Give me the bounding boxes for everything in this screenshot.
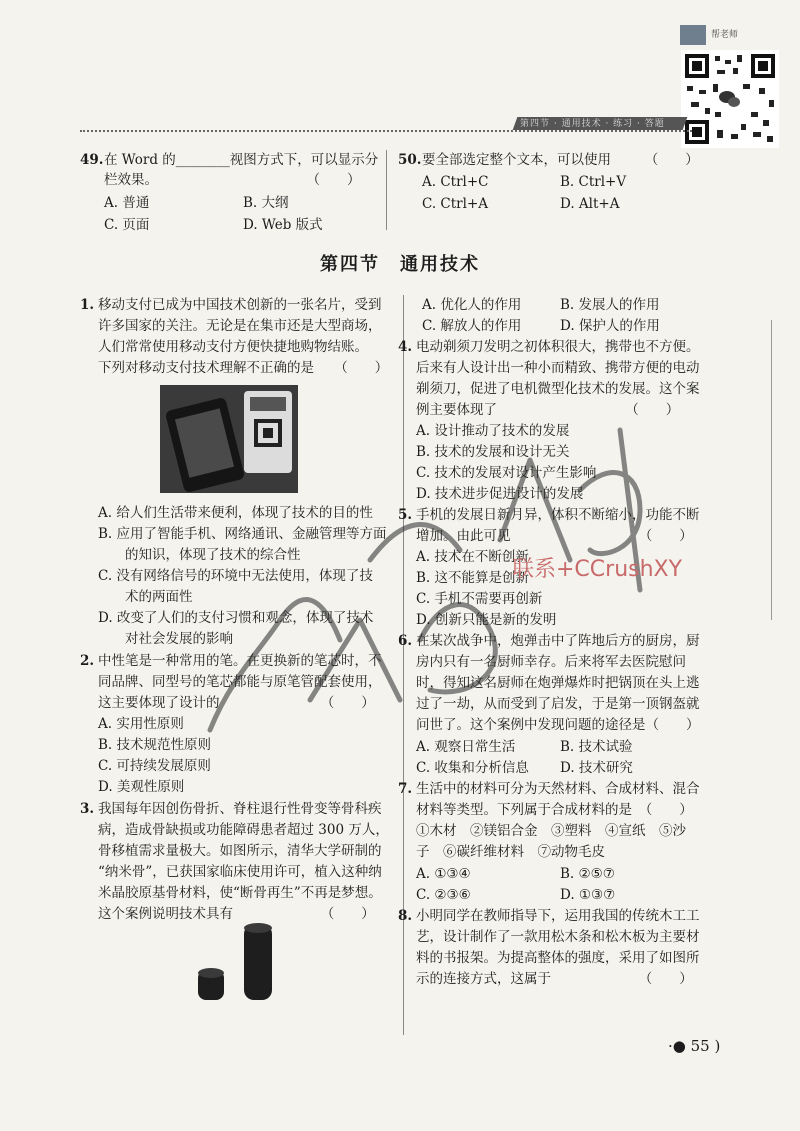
q5-stem-line-1: 手机的发展日新月异，体积不断缩小，功能不断	[416, 507, 700, 523]
q3-stem-line-1: 我国每年因创伤骨折、脊柱退行性骨变等骨科疾	[98, 801, 382, 817]
q6-option-c: C. 收集和分析信息	[416, 760, 529, 776]
q50-option-d: D. Alt+A	[560, 196, 620, 212]
q4-number: 4.	[398, 339, 413, 355]
q3-option-d: D. 保护人的作用	[560, 318, 660, 334]
q6-number: 6.	[398, 633, 413, 649]
q49-option-d: D. Web 版式	[243, 217, 323, 233]
q3-option-b: B. 发展人的作用	[560, 297, 660, 313]
q3-stem-line-5: 米晶胶原基骨材料，使“断骨再生”不再是梦想。	[98, 885, 382, 901]
q50-option-c: C. Ctrl+A	[422, 196, 489, 212]
q2-option-b: B. 技术规范性原则	[98, 737, 212, 753]
q4-option-d: D. 技术进步促进设计的发展	[416, 486, 584, 502]
q3-option-c: C. 解放人的作用	[422, 318, 522, 334]
q7-option-c: C. ②③⑥	[416, 887, 471, 903]
q50-option-a: A. Ctrl+C	[422, 174, 489, 190]
q50-stem: 要全部选定整个文本，可以使用 （ ）	[422, 152, 699, 168]
q1-stem-line-4: 下列对移动支付技术理解不正确的是 （ ）	[98, 360, 389, 376]
q6-stem-line-3: 时，得知这名厨师在炮弹爆炸时把锅顶在头上逃	[416, 675, 700, 691]
teacher-avatar-icon	[680, 25, 706, 45]
header-bar-text: 第四节 · 通用技术 · 练习 · 答题	[520, 119, 665, 129]
q6-stem-line-5: 问世了。这个案例中发现问题的途径是（ ）	[416, 717, 700, 733]
q5-option-a: A. 技术在不断创新	[416, 549, 529, 565]
page-number-bracket: )	[714, 1037, 721, 1055]
q1-option-d-line-1: D. 改变了人们的支付习惯和观念，体现了技术	[98, 610, 374, 626]
q4-option-a: A. 设计推动了技术的发展	[416, 423, 570, 439]
qr-code-icon	[681, 50, 779, 148]
q7-stem-line-2: 材料等类型。下列属于合成材料的是 （ ）	[416, 802, 693, 818]
q49-option-c: C. 页面	[104, 217, 150, 233]
q8-stem-line-4: 示的连接方式，这属于 （ ）	[416, 971, 693, 987]
q1-option-a: A. 给人们生活带来便利，体现了技术的目的性	[98, 505, 373, 521]
q3-stem-line-6: 这个案例说明技术具有 （ ）	[98, 906, 375, 922]
q6-stem-line-2: 房内只有一名厨师幸存。后来将军去医院慰问	[416, 654, 686, 670]
q6-option-d: D. 技术研究	[560, 760, 633, 776]
q50-option-b: B. Ctrl+V	[560, 174, 627, 190]
q4-stem-line-3: 剃须刀，促进了电机微型化技术的发展。这个案	[416, 381, 700, 397]
q7-stem-line-3: ①木材 ②镁铝合金 ③塑料 ④宣纸 ⑤沙	[416, 823, 686, 839]
q2-stem-line-1: 中性笔是一种常用的笔。在更换新的笔芯时，不	[98, 653, 382, 669]
page-number	[668, 1037, 720, 1055]
q7-option-a: A. ①③④	[416, 866, 471, 882]
margin-line	[771, 320, 772, 620]
q5-option-d: D. 创新只能是新的发明	[416, 612, 557, 628]
nano-bone-photo	[190, 920, 280, 1005]
q5-number: 5.	[398, 507, 413, 523]
q3-stem-line-3: 骨移植需求量极大。如图所示，清华大学研制的	[98, 843, 382, 859]
q5-stem-line-2: 增加。由此可见 （ ）	[416, 528, 693, 544]
q49-number: 49.	[80, 152, 104, 168]
contact-watermark: 联系+CCrushXY	[512, 557, 683, 582]
q7-number: 7.	[398, 781, 413, 797]
header-divider	[80, 130, 692, 132]
q7-stem-line-1: 生活中的材料可分为天然材料、合成材料、混合	[416, 781, 700, 797]
page-number-decor: ·●	[668, 1037, 686, 1055]
teacher-label: 帮老师	[711, 30, 739, 40]
q1-option-c-line-2: 术的两面性	[98, 589, 193, 605]
q7-option-b: B. ②⑤⑦	[560, 866, 615, 882]
q6-stem-line-1: 在某次战争中，炮弹击中了阵地后方的厨房，厨	[416, 633, 700, 649]
q1-option-c-line-1: C. 没有网络信号的环境中无法使用，体现了技	[98, 568, 373, 584]
q2-stem-line-3: 这主要体现了设计的 （ ）	[98, 695, 375, 711]
q3-stem-line-4: “纳米骨”，已获国家临床使用许可，植入这种纳	[98, 864, 382, 880]
q8-stem-line-3: 料的书报架。为提高整体的强度，采用了如图所	[416, 950, 700, 966]
q49-option-b: B. 大纲	[243, 195, 289, 211]
q3-stem-line-2: 病，造成骨缺损或功能障碍患者超过 300 万人，	[98, 822, 389, 838]
q1-stem-line-3: 人们常常使用移动支付方便快捷地购物结账。	[98, 339, 368, 355]
q1-stem-line-2: 许多国家的关注。无论是在集市还是大型商场，	[98, 318, 382, 334]
q1-option-d-line-2: 对社会发展的影响	[98, 631, 233, 647]
q7-option-d: D. ①③⑦	[560, 887, 616, 903]
q4-stem-line-1: 电动剃须刀发明之初体积很大，携带也不方便。	[416, 339, 700, 355]
q5-option-c: C. 手机不需要再创新	[416, 591, 543, 607]
q5-option-b: B. 这不能算是创新	[416, 570, 530, 586]
q1-option-b-line-1: B. 应用了智能手机、网络通讯、金融管理等方面	[98, 526, 387, 542]
q8-stem-line-2: 艺，设计制作了一款用松木条和松木板为主要材	[416, 929, 700, 945]
q3-number: 3.	[80, 801, 95, 817]
q8-stem-line-1: 小明同学在教师指导下，运用我国的传统木工工	[416, 908, 700, 924]
q7-stem-line-4: 子 ⑥碳纤维材料 ⑦动物毛皮	[416, 844, 605, 860]
q2-option-c: C. 可持续发展原则	[98, 758, 211, 774]
q50-number: 50.	[398, 152, 422, 168]
page-number-value: 55	[690, 1037, 710, 1055]
q4-option-b: B. 技术的发展和设计无关	[416, 444, 570, 460]
section-title: 第四节 通用技术	[320, 254, 480, 275]
q6-option-b: B. 技术试验	[560, 739, 633, 755]
q8-number: 8.	[398, 908, 413, 924]
q2-option-a: A. 实用性原则	[98, 716, 184, 732]
q2-option-d: D. 美观性原则	[98, 779, 185, 795]
q6-option-a: A. 观察日常生活	[416, 739, 516, 755]
q4-stem-line-2: 后来有人设计出一种小而精致、携带方便的电动	[416, 360, 700, 376]
q6-stem-line-4: 过了一劫，从而受到了启发，于是第一顶钢盔就	[416, 696, 700, 712]
q1-stem-line-1: 移动支付已成为中国技术创新的一张名片，受到	[98, 297, 382, 313]
q1-option-b-line-2: 的知识，体现了技术的综合性	[98, 547, 301, 563]
q49-option-a: A. 普通	[104, 195, 150, 211]
q49-stem-line-1: 在 Word 的________视图方式下，可以显示分	[104, 152, 379, 168]
top-column-divider	[386, 150, 387, 230]
q3-option-a: A. 优化人的作用	[422, 297, 522, 313]
q4-option-c: C. 技术的发展对设计产生影响	[416, 465, 597, 481]
q49-stem-line-2: 栏效果。 （ ）	[104, 172, 361, 188]
q2-number: 2.	[80, 653, 95, 669]
q1-number: 1.	[80, 297, 95, 313]
q4-stem-line-4: 例主要体现了 （ ）	[416, 402, 680, 418]
q2-stem-line-2: 同品牌、同型号的笔芯都能与原笔管配套使用，	[98, 674, 382, 690]
